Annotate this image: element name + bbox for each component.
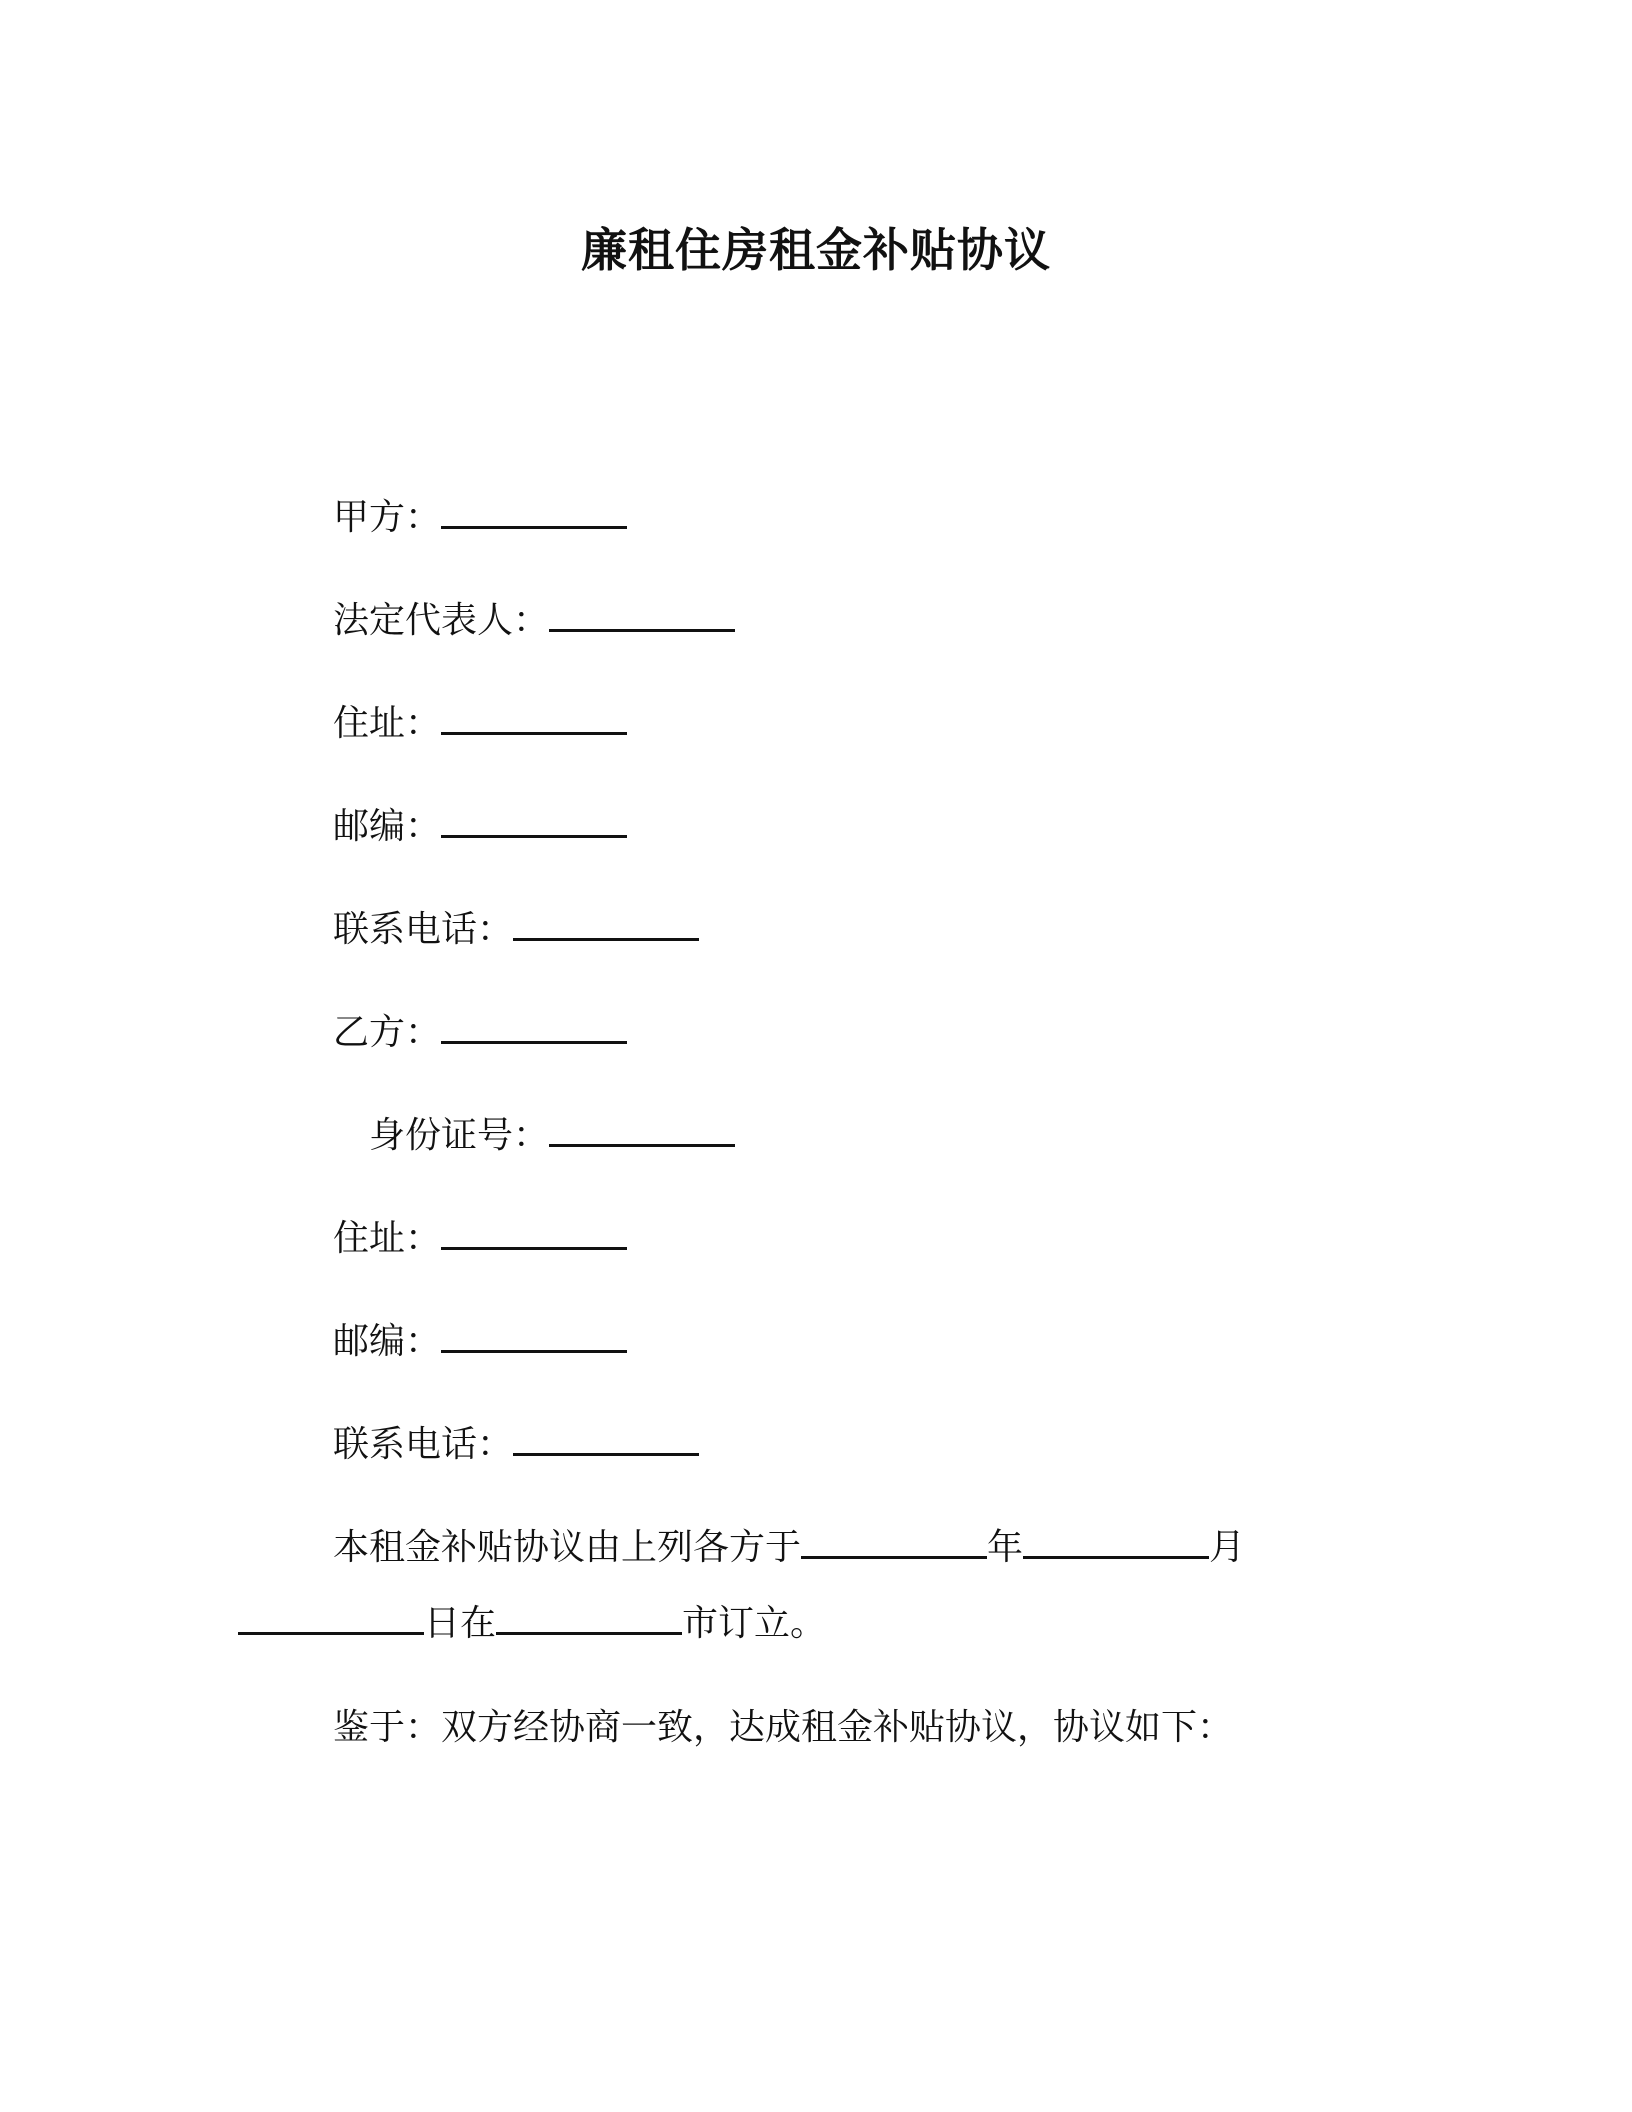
party-a-zip-label: 邮编： bbox=[333, 806, 442, 847]
id-number-label: 身份证号： bbox=[369, 1115, 550, 1156]
month-label: 月 bbox=[1209, 1527, 1246, 1568]
party-a-address-blank[interactable] bbox=[441, 702, 627, 735]
legal-representative-field bbox=[333, 599, 735, 643]
city-suffix: 市订立。 bbox=[682, 1603, 827, 1644]
party-b-address-label: 住址： bbox=[333, 1218, 442, 1259]
party-a-zip-blank[interactable] bbox=[441, 805, 627, 838]
legal-representative-label: 法定代表人： bbox=[333, 600, 550, 641]
id-number-field bbox=[369, 1114, 735, 1158]
party-b-zip-label: 邮编： bbox=[333, 1321, 442, 1362]
party-b-address-field bbox=[333, 1217, 627, 1261]
party-a-phone-field bbox=[333, 908, 699, 952]
day-blank[interactable] bbox=[238, 1602, 424, 1635]
party-a-address-label: 住址： bbox=[333, 703, 442, 744]
party-b-phone-blank[interactable] bbox=[513, 1423, 699, 1456]
party-b-label: 乙方： bbox=[333, 1012, 442, 1053]
party-b-zip-field bbox=[333, 1320, 627, 1364]
party-a-phone-blank[interactable] bbox=[513, 908, 699, 941]
party-b-phone-field bbox=[333, 1423, 699, 1467]
whereas-paragraph: 鉴于：双方经协商一致，达成租金补贴协议，协议如下： bbox=[333, 1707, 1234, 1748]
party-b-address-blank[interactable] bbox=[441, 1217, 627, 1250]
party-a-label: 甲方： bbox=[333, 497, 442, 538]
agreement-date-line-2 bbox=[238, 1602, 826, 1646]
agreement-prefix: 本租金补贴协议由上列各方于 bbox=[333, 1527, 802, 1568]
party-b-blank[interactable] bbox=[441, 1011, 627, 1044]
party-a-blank[interactable] bbox=[441, 496, 627, 529]
party-a-zip-field bbox=[333, 805, 627, 849]
party-a-field bbox=[333, 496, 627, 540]
day-label: 日在 bbox=[424, 1603, 497, 1644]
agreement-date-line-1 bbox=[333, 1526, 1245, 1570]
legal-representative-blank[interactable] bbox=[549, 599, 735, 632]
party-a-phone-label: 联系电话： bbox=[333, 909, 514, 950]
party-b-field bbox=[333, 1011, 627, 1055]
month-blank[interactable] bbox=[1023, 1526, 1209, 1559]
city-blank[interactable] bbox=[496, 1602, 682, 1635]
party-b-phone-label: 联系电话： bbox=[333, 1424, 514, 1465]
document-title: 廉租住房租金补贴协议 bbox=[581, 223, 1051, 277]
party-a-address-field bbox=[333, 702, 627, 746]
year-label: 年 bbox=[987, 1527, 1024, 1568]
year-blank[interactable] bbox=[801, 1526, 987, 1559]
party-b-zip-blank[interactable] bbox=[441, 1320, 627, 1353]
id-number-blank[interactable] bbox=[549, 1114, 735, 1147]
